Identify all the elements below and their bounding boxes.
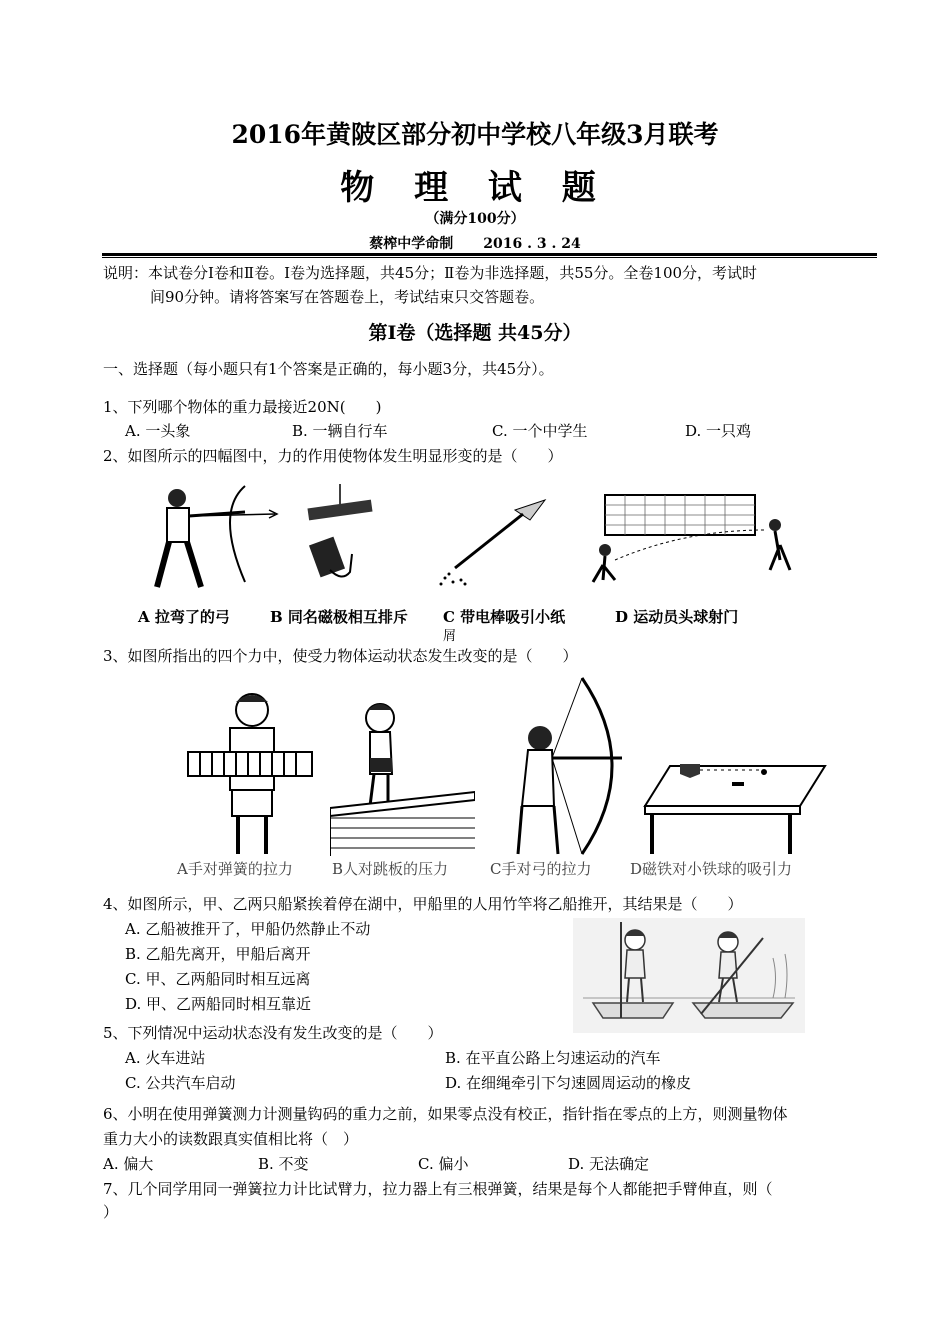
- q2-caption-c: C 带电棒吸引小纸: [443, 608, 566, 626]
- q6-option-b: B. 不变: [258, 1155, 309, 1173]
- q7-stem-line-1: 7、几个同学用同一弹簧拉力计比试臂力，拉力器上有三根弹簧，结果是每个人都能把手臂伸直，则（: [103, 1180, 773, 1198]
- q2-caption-d: D 运动员头球射门: [615, 608, 739, 626]
- q6-stem-line-1: 6、小明在使用弹簧测力计测量钩码的重力之前，如果零点没有校正，指针指在零点的上方，则测量物体: [103, 1105, 788, 1123]
- header-rule-thin: [102, 257, 877, 258]
- q3-figure-a-spring: [180, 688, 320, 856]
- q2-caption-a: A 拉弯了的弓: [138, 608, 230, 626]
- q4-option-c: C. 甲、乙两船同时相互远离: [125, 970, 311, 988]
- q1-option-b: B. 一辆自行车: [292, 422, 388, 440]
- q2-figure-d-header: [575, 490, 810, 590]
- q2-figure-b-magnets: [300, 482, 380, 592]
- q5-option-a: A. 火车进站: [125, 1049, 206, 1067]
- q3-figure-b-diving-board: [330, 688, 475, 856]
- q3-caption-d: D磁铁对小铁球的吸引力: [630, 860, 793, 878]
- header-rule-thick: [102, 253, 877, 256]
- exam-title: 2016年黄陂区部分初中学校八年级3月联考: [231, 120, 719, 149]
- q4-stem: 4、如图所示，甲、乙两只船紧挨着停在湖中，甲船里的人用竹竿将乙船推开，其结果是（ ）: [103, 895, 743, 913]
- q1-option-a: A. 一头象: [125, 422, 191, 440]
- q3-stem: 3、如图所指出的四个力中，使受力物体运动状态发生改变的是（ ）: [103, 647, 578, 665]
- school-name: 蔡榨中学命制: [369, 236, 454, 252]
- q4-option-d: D. 甲、乙两船同时相互靠近: [125, 995, 312, 1013]
- q4-figure-boats: [573, 918, 805, 1033]
- part-one-heading: 一、选择题（每小题只有1个答案是正确的，每小题3分，共45分）。: [103, 360, 554, 378]
- q3-figure-c-bow: [492, 676, 637, 856]
- q3-figure-d-magnet-ball: [640, 756, 830, 856]
- q5-option-b: B. 在平直公路上匀速运动的汽车: [445, 1049, 661, 1067]
- q2-caption-c-cont: 屑: [443, 629, 457, 644]
- q5-option-d: D. 在细绳牵引下匀速圆周运动的橡皮: [445, 1074, 692, 1092]
- q6-stem-line-2: 重力大小的读数跟真实值相比将（ ）: [103, 1130, 359, 1148]
- q3-caption-a: A手对弹簧的拉力: [177, 860, 293, 878]
- q1-option-c: C. 一个中学生: [492, 422, 588, 440]
- q2-figure-a-archer: [145, 482, 280, 592]
- q5-stem: 5、下列情况中运动状态没有发生改变的是（ ）: [103, 1024, 443, 1042]
- q3-caption-b: B人对跳板的压力: [332, 860, 449, 878]
- subject-title: 物 理 试 题: [340, 168, 610, 208]
- q6-option-a: A. 偏大: [103, 1155, 154, 1173]
- q5-option-c: C. 公共汽车启动: [125, 1074, 236, 1092]
- q2-stem: 2、如图所示的四幅图中，力的作用使物体发生明显形变的是（ ）: [103, 447, 563, 465]
- q6-option-c: C. 偏小: [418, 1155, 469, 1173]
- q4-option-b: B. 乙船先离开，甲船后离开: [125, 945, 311, 963]
- q1-option-d: D. 一只鸡: [685, 422, 752, 440]
- q6-option-d: D. 无法确定: [568, 1155, 650, 1173]
- full-score: （满分100分）: [425, 211, 525, 227]
- q2-caption-b: B 同名磁极相互排斥: [270, 608, 408, 626]
- q7-stem-line-2: ）: [103, 1203, 119, 1221]
- q4-option-a: A. 乙船被推开了，甲船仍然静止不动: [125, 920, 371, 938]
- instructions-line-1: 说明：本试卷分Ⅰ卷和Ⅱ卷。Ⅰ卷为选择题，共45分；Ⅱ卷为非选择题，共55分。全卷100分，考试时: [103, 264, 758, 282]
- q3-caption-c: C手对弓的拉力: [490, 860, 592, 878]
- instructions-line-2: 间90分钟。请将答案写在答题卷上，考试结束只交答题卷。: [150, 288, 545, 306]
- q2-figure-c-charged-rod: [435, 490, 555, 590]
- section-title: 第Ⅰ卷（选择题 共45分）: [368, 322, 582, 344]
- exam-maker: [0, 233, 950, 253]
- q1-stem: 1、下列哪个物体的重力最接近20N( ): [103, 398, 382, 416]
- exam-date: 2016 . 3 . 24: [483, 236, 581, 252]
